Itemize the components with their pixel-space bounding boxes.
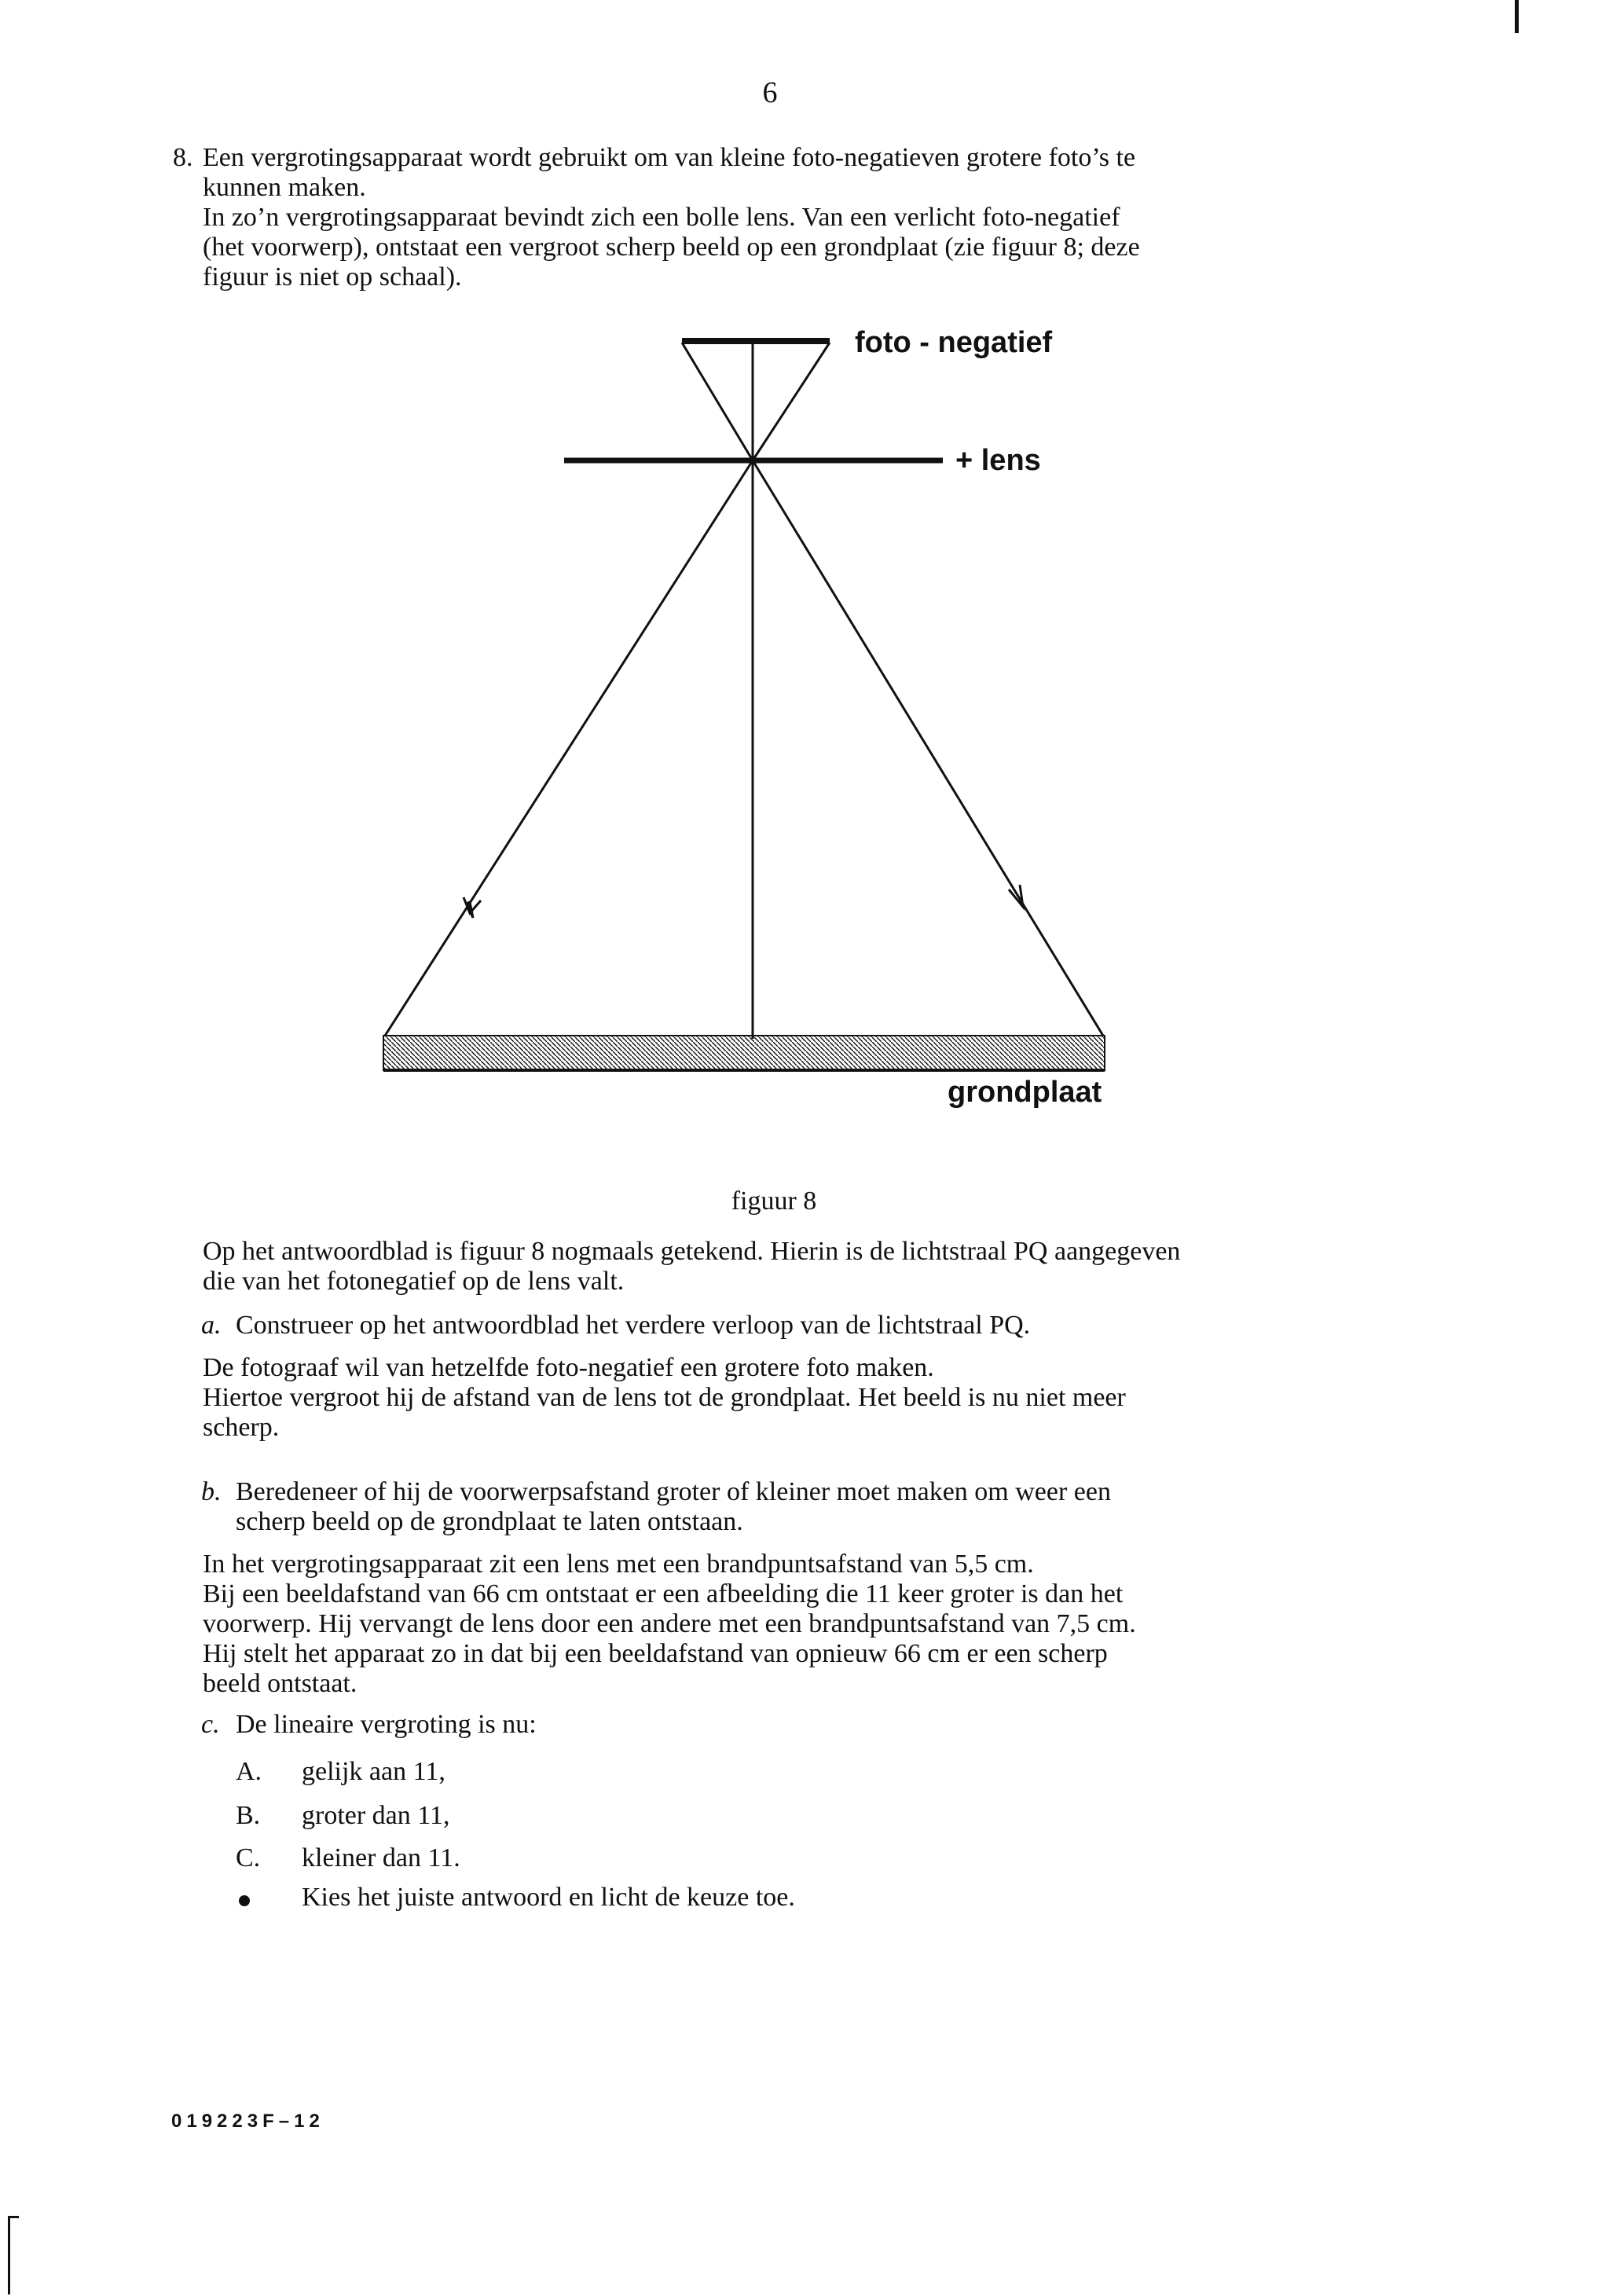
context2-line: De fotograaf wil van hetzelfde foto-negatief een grotere foto maken. bbox=[203, 1353, 934, 1382]
part-b-letter: b. bbox=[201, 1477, 222, 1506]
registration-mark bbox=[1515, 0, 1519, 33]
crop-mark bbox=[8, 2216, 10, 2294]
part-a-text: Construeer op het antwoordblad het verdere verloop van de lichtstraal PQ. bbox=[236, 1311, 1031, 1340]
context-text bbox=[203, 1237, 1381, 1297]
context3-text bbox=[203, 1550, 1381, 1699]
context3-line: voorwerp. Hij vervangt de lens door een andere met een brandpuntsafstand van 7,5 cm. bbox=[203, 1609, 1136, 1638]
option-letter: C. bbox=[236, 1843, 261, 1872]
ray-negative-right bbox=[753, 343, 830, 460]
arrow-right-head bbox=[1009, 885, 1023, 907]
context2-text bbox=[203, 1353, 1381, 1443]
option-letter: A. bbox=[236, 1757, 262, 1786]
context3-line: In het vergrotingsapparaat zit een lens met een brandpuntsafstand van 5,5 cm. bbox=[203, 1550, 1034, 1579]
intro-line: kunnen maken. bbox=[203, 173, 366, 202]
label-lens: + lens bbox=[955, 444, 1041, 477]
context-line: die van het fotonegatief op de lens valt. bbox=[203, 1267, 625, 1296]
label-base: grondplaat bbox=[948, 1076, 1102, 1109]
option-text: kleiner dan 11. bbox=[302, 1843, 460, 1872]
option-text: groter dan 11, bbox=[302, 1801, 450, 1830]
context3-line: Bij een beeldafstand van 66 cm ontstaat er een afbeelding die 11 keer groter is dan het bbox=[203, 1579, 1124, 1608]
part-b-line: Beredeneer of hij de voorwerpsafstand groter of kleiner moet maken om weer een bbox=[236, 1477, 1111, 1506]
intro-line: In zo’n vergrotingsapparaat bevindt zich een bolle lens. Van een verlicht foto-negatief bbox=[203, 203, 1120, 232]
base-plate bbox=[383, 1036, 1105, 1070]
figure-caption: figuur 8 bbox=[731, 1187, 817, 1216]
page-number: 6 bbox=[762, 76, 778, 109]
part-a-letter: a. bbox=[201, 1311, 222, 1340]
part-b-text bbox=[236, 1477, 1336, 1537]
context-line: Op het antwoordblad is figuur 8 nogmaals getekend. Hierin is de lichtstraal PQ aangegeven bbox=[203, 1237, 1181, 1266]
ray-negative-left bbox=[682, 343, 753, 460]
instruction-text: Kies het juiste antwoord en licht de keuze toe. bbox=[302, 1883, 795, 1912]
question-number: 8. bbox=[173, 143, 193, 172]
part-c-text: De lineaire vergroting is nu: bbox=[236, 1710, 537, 1739]
context3-line: beeld ontstaat. bbox=[203, 1669, 357, 1698]
option-text: gelijk aan 11, bbox=[302, 1757, 445, 1786]
intro-line: (het voorwerp), ontstaat een vergroot scherp beeld op een grondplaat (zie figuur 8; deze bbox=[203, 233, 1140, 262]
footer-code: 019223F–12 bbox=[171, 2111, 324, 2132]
label-negative: foto - negatief bbox=[855, 326, 1053, 359]
context2-line: scherp. bbox=[203, 1413, 280, 1442]
option-letter: B. bbox=[236, 1801, 261, 1830]
ray-image-left bbox=[385, 460, 753, 1036]
part-b-line: scherp beeld op de grondplaat te laten ontstaan. bbox=[236, 1507, 743, 1536]
context2-line: Hiertoe vergroot hij de afstand van de lens tot de grondplaat. Het beeld is nu niet meer bbox=[203, 1383, 1126, 1412]
crop-mark bbox=[8, 2216, 19, 2218]
intro-line: Een vergrotingsapparaat wordt gebruikt om van kleine foto-negatieven grotere foto’s te bbox=[203, 143, 1136, 172]
ray-image-right bbox=[753, 460, 1103, 1036]
context3-line: Hij stelt het apparaat zo in dat bij een beeldafstand van opnieuw 66 cm er een scherp bbox=[203, 1639, 1108, 1668]
intro-line: figuur is niet op schaal). bbox=[203, 262, 462, 292]
part-c-letter: c. bbox=[201, 1710, 220, 1739]
bullet-icon bbox=[239, 1895, 250, 1906]
